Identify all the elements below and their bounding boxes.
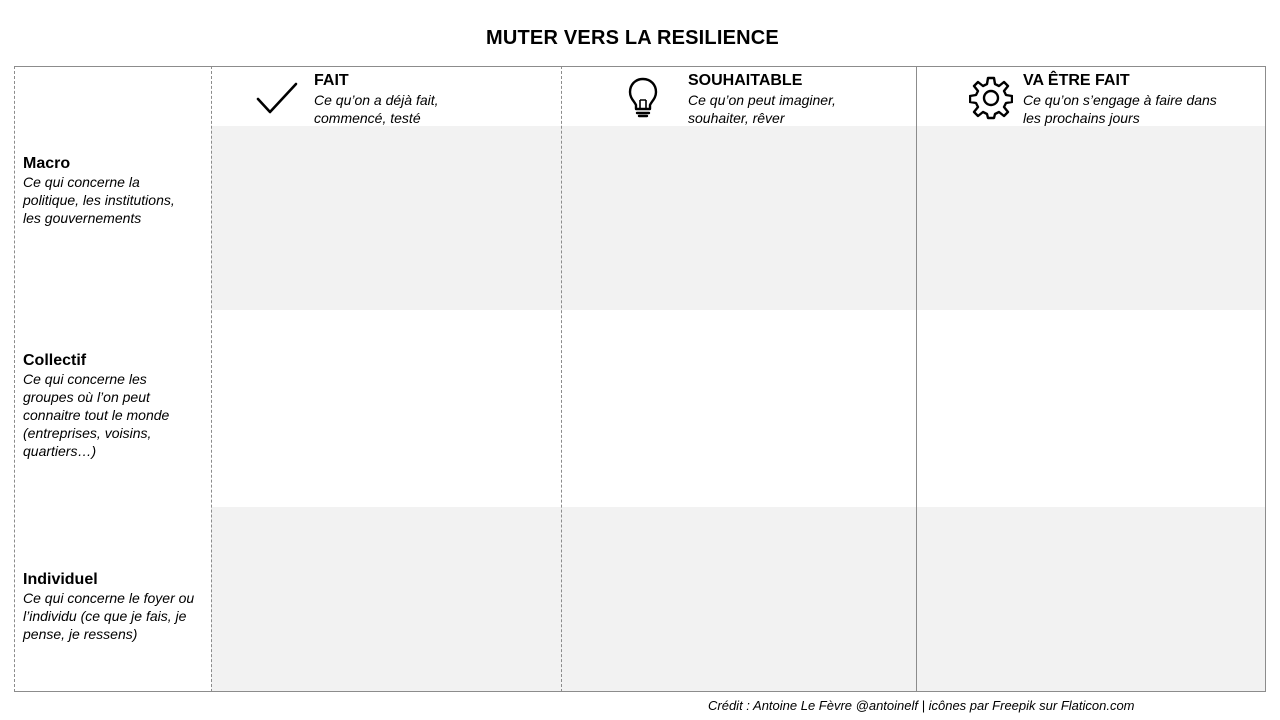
column-title: SOUHAITABLE [688,72,803,89]
row-label-macro [23,155,208,227]
checkmark-icon [256,82,298,121]
credit-line: Crédit : Antoine Le Fèvre @antoinelf | icônes par Freepik sur Flaticon.com [708,698,1135,713]
lightbulb-icon [627,76,659,125]
row-label-collectif [23,352,208,460]
gear-icon [969,76,1013,125]
column-divider-fait [561,66,562,692]
row-title: Collectif [23,352,87,369]
column-description: Ce qu’on s’engage à faire dans les prochains jours [1023,92,1217,126]
row-description: Ce qui concerne le foyer ou l’individu (ce que je fais, je pense, je ressens) [23,590,195,642]
row-title: Macro [23,155,71,172]
column-divider-labels [211,66,212,692]
column-divider-souhaitable [916,66,917,692]
column-title: VA ÊTRE FAIT [1023,72,1130,89]
row-description: Ce qui concerne les groupes où l’on peut connaitre tout le monde (entreprises, voisins, quartiers…) [23,371,170,459]
row-label-individuel [23,571,208,643]
column-description: Ce qu’on a déjà fait, commencé, testé [314,92,439,126]
row-title: Individuel [23,571,98,588]
column-description: Ce qu’on peut imaginer, souhaiter, rêver [688,92,836,126]
row-description: Ce qui concerne la politique, les institutions, les gouvernements [23,174,175,226]
column-title: FAIT [314,72,349,89]
page-title: MUTER VERS LA RESILIENCE [486,27,779,49]
